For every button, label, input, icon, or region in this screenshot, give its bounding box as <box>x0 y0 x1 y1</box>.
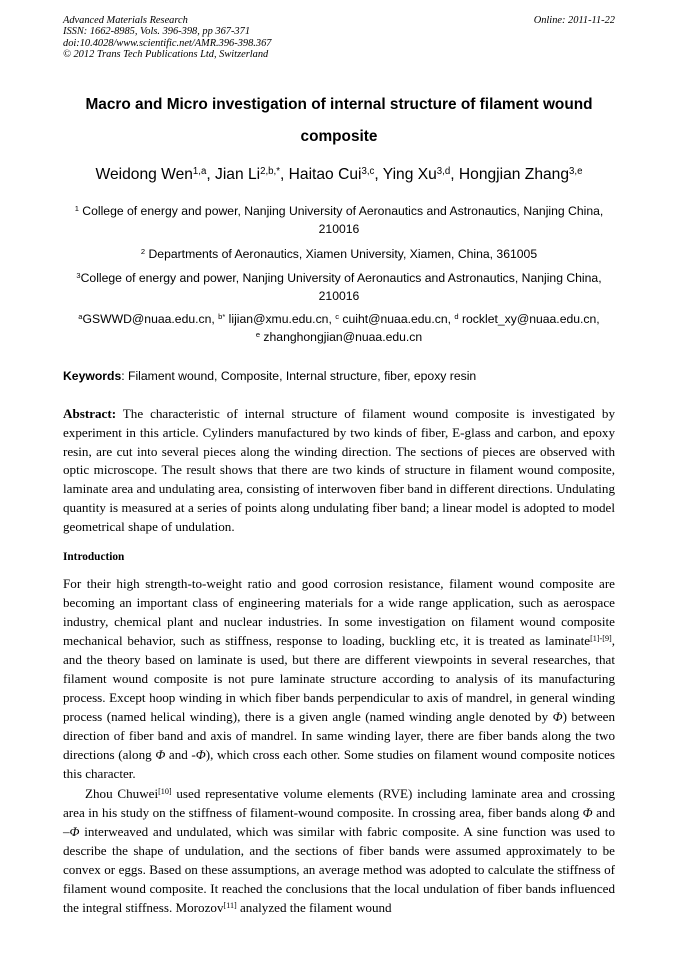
abstract-label: Abstract: <box>63 406 117 421</box>
paper-title: Macro and Micro investigation of internal structure of filament wound composite <box>85 96 593 145</box>
section-heading-introduction: Introduction <box>63 551 125 563</box>
abstract-text: The characteristic of internal structure of filament wound composite is investigated by experiment in this article. Cylinders manufactured by two kinds of fiber, E-glass and carbon, and epoxy resin, are cut into several pieces along the winding direction. The sections of pieces are observed with optic microscope. The result shows that there are two kinds of structure in filament wound composite, laminate area and undulating area, consisting of interwoven fiber band in different directions. Undulating quantity is measured at a series of points along undulating fiber band; a linear model is adopted to model geometrical shape of undulation. <box>63 406 615 534</box>
author: Hongjian Zhang$^{3,e}$ <box>458 166 583 183</box>
email-list: $^a$GSWWD@nuaa.edu.cn, $^{b*}$ lijian@xmu.edu.cn, $^c$ cuiht@nuaa.edu.cn, $^d$ rocklet_xy@nuaa.edu.cn, $^e$ zhanghongjian@nuaa.edu.cn <box>78 312 600 344</box>
author: Weidong Wen$^{1,a}$, <box>95 166 216 183</box>
affiliation-1: $^1$ College of energy and power, Nanjing University of Aeronautics and Astronautics, Nanjing China, 210016 <box>74 204 604 236</box>
affiliation-3: $^3$College of energy and power, Nanjing University of Aeronautics and Astronautics, Nanjing China, 210016 <box>76 271 602 303</box>
doi-line: doi:10.4028/www.scientific.net/AMR.396-398.367 <box>63 37 272 49</box>
page-header <box>63 15 615 61</box>
author: Ying Xu$^{3,d}$, <box>382 166 459 183</box>
copyright-line: © 2012 Trans Tech Publications Ltd, Switzerland <box>63 49 269 61</box>
abstract <box>63 405 615 537</box>
paragraph: Zhou Chuwei[10] used representative volume elements (RVE) including laminate area and crossing area in his study on the stiffness of filament-wound composite. In crossing area, fiber bands along Φ and –Φ interweaved and undulated, which was similar with fabric composite. A sine function was used to describe the shape of undulation, and the sections of fiber bands were assumed approximately to be convex or eggs. Based on these assumptions, an average method was adopted to calculate the stiffness of filament wound composite. It reached the conclusions that the local undulation of fiber bands influenced the integral stiffness. Morozov[11] analyzed the filament wound <box>63 785 615 915</box>
author-list <box>40 166 638 184</box>
author: Haitao Cui$^{3,c}$, <box>288 166 383 183</box>
journal-name: Advanced Materials Research <box>63 15 188 26</box>
paragraph: For their high strength-to-weight ratio and good corrosion resistance, filament wound composite are becoming an important class of engineering materials for a wide range application, such as aerospace industry, chemical plant and nuclear industries. In some investigation on filament wound composite mechanical behavior, such as stiffness, response to loading, buckling etc, it is treated as laminate[1]-[9], and the theory based on laminate is used, but there are different viewpoints in several researches, that filament wound composite is not pure laminate structure according to analysis of its manufacturing process. Except hoop winding in which fiber bands perpendicular to axis of mandrel, in general winding process (named helical winding), there is a given angle (named winding angle denoted by Φ) between direction of fiber band and axis of mandrel. In same winding layer, there are fiber bands along the two directions (along Φ and -Φ), which cross each other. Some studies on filament wound composite notices this character. <box>63 576 615 782</box>
online-date: Online: 2011-11-22 <box>533 15 615 26</box>
introduction-body <box>63 574 615 917</box>
issn-line: ISSN: 1662-8985, Vols. 396-398, pp 367-371 <box>63 26 251 38</box>
affiliation-2: $^2$ Departments of Aeronautics, Xiamen University, Xiamen, China, 361005 <box>140 247 538 261</box>
author: Jian $Li^{2,b,*}$, <box>215 166 289 183</box>
keywords: Keywords: Filament wound, Composite, Internal structure, fiber, epoxy resin <box>63 369 477 383</box>
